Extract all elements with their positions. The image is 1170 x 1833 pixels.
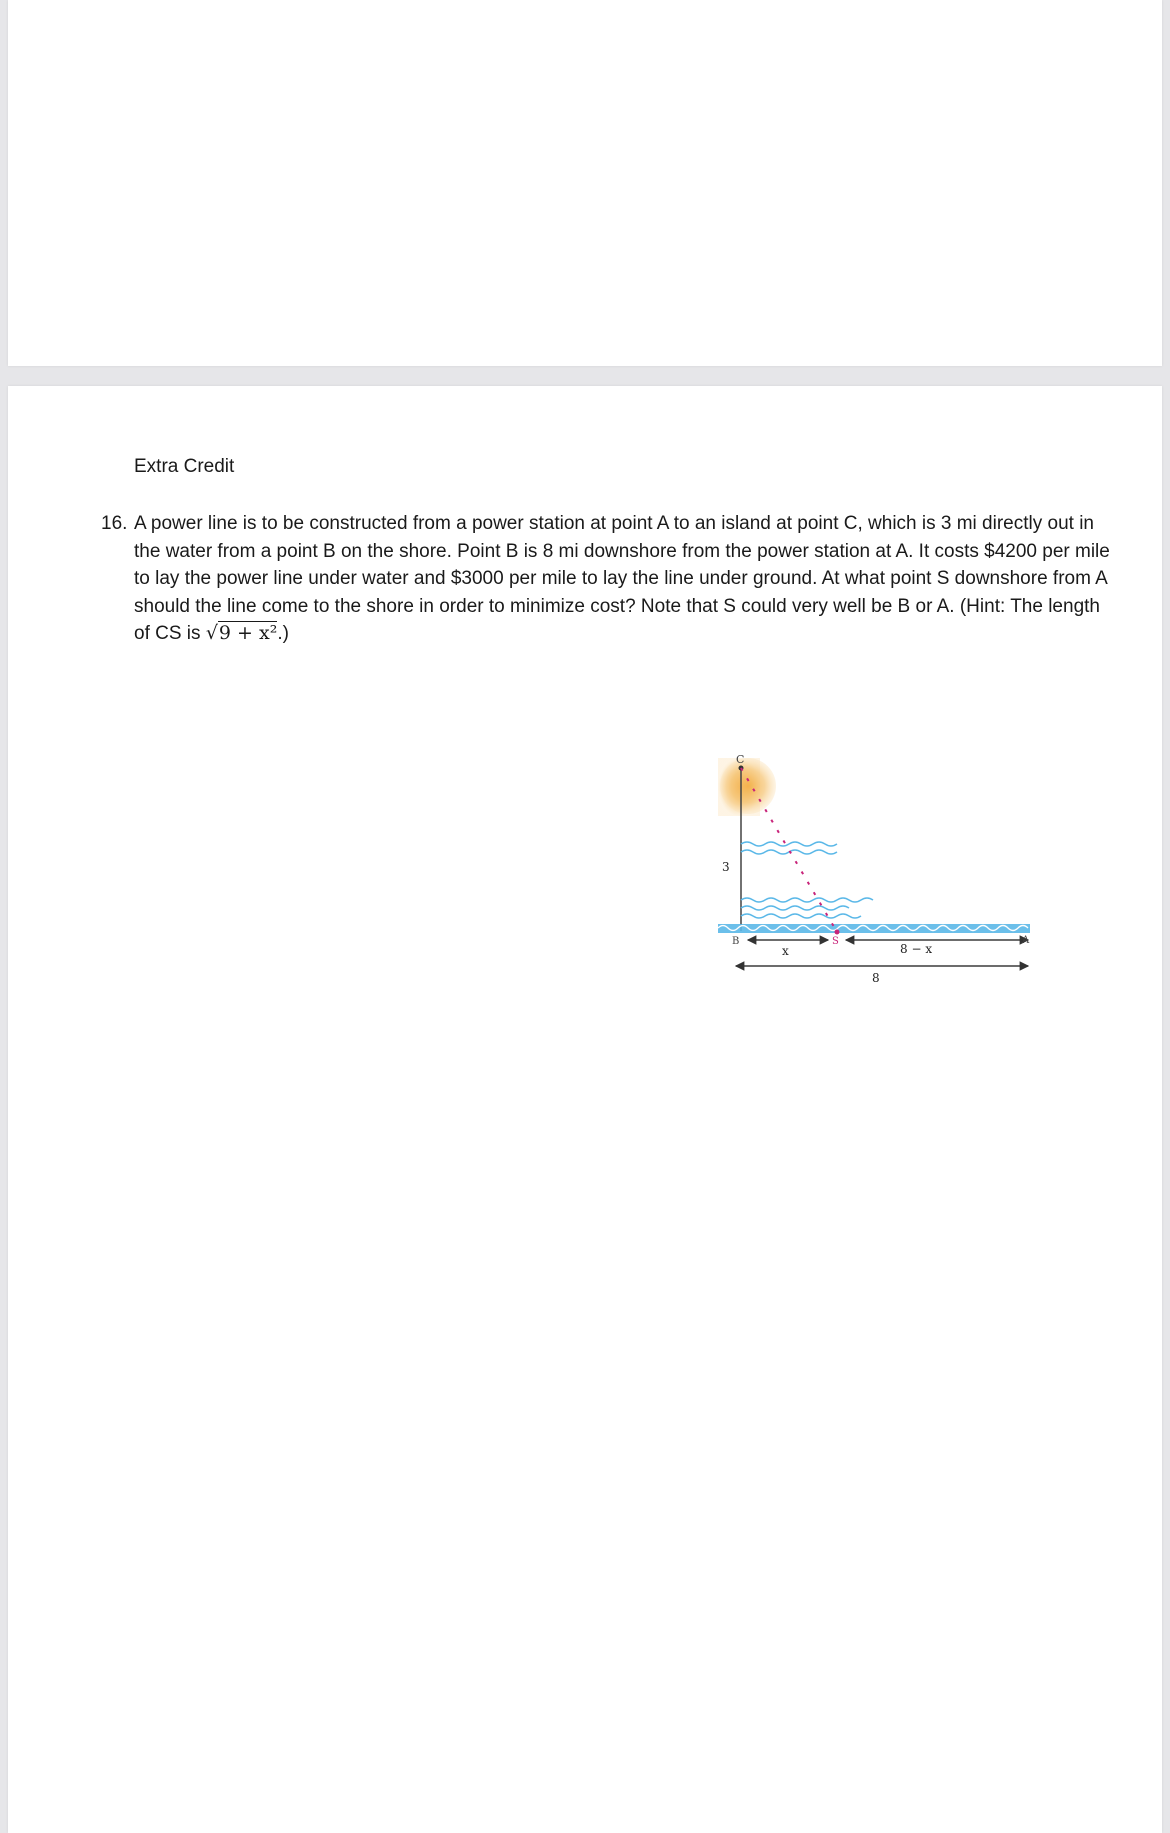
radical-symbol: √	[205, 622, 218, 645]
hint-end: .)	[277, 623, 289, 645]
label-8: 8	[872, 971, 880, 985]
problem-number: 16.	[101, 513, 128, 534]
label-b: B	[732, 936, 740, 947]
problem-text-block	[134, 510, 1111, 648]
blank-page-top	[8, 0, 1162, 366]
problem-16	[101, 510, 1111, 645]
point-s	[835, 930, 840, 935]
extra-credit-heading: Extra Credit	[134, 456, 235, 477]
label-s: S	[832, 936, 839, 947]
island-glow	[718, 758, 776, 816]
shoreline-band	[718, 924, 1030, 933]
water-waves	[741, 842, 873, 918]
hint-formula	[206, 621, 278, 644]
label-3: 3	[722, 860, 730, 874]
label-c: C	[736, 753, 745, 766]
document-page	[8, 386, 1162, 1833]
label-x: x	[782, 944, 789, 958]
power-line-diagram	[708, 726, 1048, 996]
problem-text: A power line is to be constructed from a power station at point A to an island at point C, which is 3 mi directly out in the water from a point B on the shore. Point B is 8 mi downshore from the power station at A. It costs $4200 per mile to lay the power line under water and $3000 per mile to lay the line under ground. At what point S downshore from A should the line come to the shore in order to minimize cost? Note that S could very well be B or A. (Hint: The length of CS is	[134, 513, 1110, 645]
label-8-minus-x: 8 − x	[900, 942, 933, 956]
radicand: 9 + x²	[218, 622, 278, 645]
label-a: A	[1022, 935, 1030, 946]
